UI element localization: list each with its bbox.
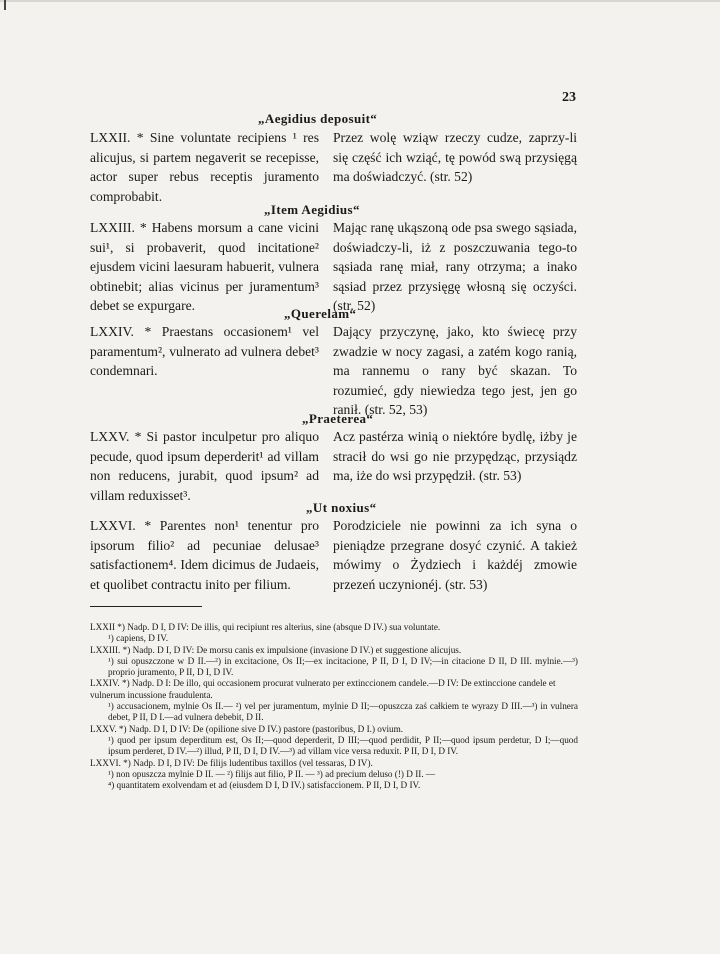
latin-text: LXXIII. * Habens morsum a cane vicini sui¹, si probaverit, quod incitatione² ejusdem vicini laesuram habuerit, vulnera obtinebit; alias vicinus per juramentum³ debet se expurgare. [90,220,319,313]
footnote-LXXII [90,622,578,645]
footnote-line: LXXIV. *) Nadp. D I: De illo, qui occasionem procurat vulnerato per extinccionem candele.—D IV: De extinccione candele et vulnerum incussione fraudulenta. [90,678,556,700]
entry-heading: „Querelam“ [284,306,357,321]
footnote-line: ⁴) quantitatem exolvendam et ad (eiusdem D I, D IV.) satisfaccionem. P II, D I, D IV. [108,780,421,791]
footnote-LXXIV [90,678,578,723]
latin-text: LXXVI. * Parentes non¹ tenentur pro ipsorum filio² ad pecuniae delusae³ satisfactionem⁴. Idem dicimus de Judaeis, et quolibet contractu inito per filium. [90,518,319,592]
footnote-LXXVI [90,758,578,792]
footnotes [90,622,578,791]
polish-text: Przez wolę wziąw rzeczy cudze, zaprzy-li się część ich wziąć, tę powód swą przysięgą ma doświadczyć. (str. 52) [333,130,577,184]
page-top-edge [0,0,720,2]
footnote-line: LXXIII. *) Nadp. D I, D IV: De morsu canis ex impulsione (invasione D IV.) et suggestione alicujus. [90,644,462,655]
latin-text: LXXV. * Si pastor inculpetur pro aliquo pecude, quod ipsum deperderit¹ ad villam non reducens, jurabit, quod ipsum² ad villam reduxisset³. [90,429,319,503]
entry-heading: „Praeterea“ [302,411,374,426]
footnote-line: ¹) quod per ipsum deperditum est, Os II;—quod deperderit, D III;—quod perdidit, P II;—quod ipsum perdetur, D I;—quod ipsum perderet, D IV.—²) illud, P II, D I, D IV.—³) ad villam vice versa reduxit. P II, D I, D IV. [108,734,578,757]
latin-text: LXXII. * Sine voluntate recipiens ¹ res alicujus, si partem negaverit se recepisse, actor super rebus receptis juramento comprobabit. [90,130,319,204]
scan-speck [4,0,6,10]
latin-text: LXXIV. * Praestans occasionem¹ vel paramentum², vulnerato ad vulnera debet³ condemnari. [90,324,319,378]
polish-text: Porodziciele nie powinni za ich syna o pieniądze przegrane dosyć czynić. A takież mówimy o Żydziech i każdéj zmowie przezeń uczynionéj. (str. 53) [333,518,577,592]
footnote-line: ¹) non opuszcza mylnie D II. — ²) filijs aut filio, P II. — ³) ad precium deluso (!) D II. — [108,768,436,779]
footnote-line: ¹) accusacionem, mylnie Os II.— ²) vel per juramentum, mylnie D II;—opuszcza zaś całkiem te wyrazy D III.—³) in vulnera debet, P II, D I.—ad vulnera debebit, D II. [108,701,578,723]
footnote-line: LXXVI. *) Nadp. D I, D IV: De filijs ludentibus taxillos (vel tessaras, D IV). [90,757,373,768]
polish-text: Dający przyczynę, jako, kto świecę przy zwadzie w nocy zagasi, a zatém kogo ranią, ma rannemu o rany być skazan. To rozumieć, gdy niewiedza tego jest, jen go ranił. (str. 52, 53) [333,324,577,417]
page-number: 23 [562,90,576,105]
footnote-line: LXXII *) Nadp. D I, D IV: De illis, qui recipiunt res alterius, sine (absque D IV.) sua voluntate. [90,622,441,632]
entry-heading: „Aegidius deposuit“ [258,111,378,126]
footnote-divider [90,606,202,607]
polish-text: Mając ranę ukąszoną ode psa swego sąsiada, doświadczy-li, iż z poszczuwania tego-to sąsiada ranę miał, rany otrzyma; a inako sąsiad przez przysięgę włosną się oczyści. (str. 52) [333,220,577,313]
footnote-LXXV [90,724,578,758]
footnote-line: LXXV. *) Nadp. D I, D IV: De (opilione sive D IV.) pastore (pastoribus, D I.) ovium. [90,723,404,734]
entry-heading: „Item Aegidius“ [264,202,360,217]
footnote-line: ¹) sui opuszczone w D II.—²) in excitacione, Os II;—ex incitacione, P II, D I, D IV;—in citacione D II, D III. mylnie.—³) proprio juramento, P II, D I, D IV. [108,655,578,678]
entry-heading: „Ut noxius“ [306,500,377,515]
footnote-LXXIII [90,645,578,679]
footnote-line: ¹) capiens, D IV. [108,633,168,644]
polish-text: Acz pastérza winią o niektóre bydlę, iżby je stracił do wsi go nie przypędząc, przysiądz ma, iże do wsi przypędził. (str. 53) [333,429,577,483]
